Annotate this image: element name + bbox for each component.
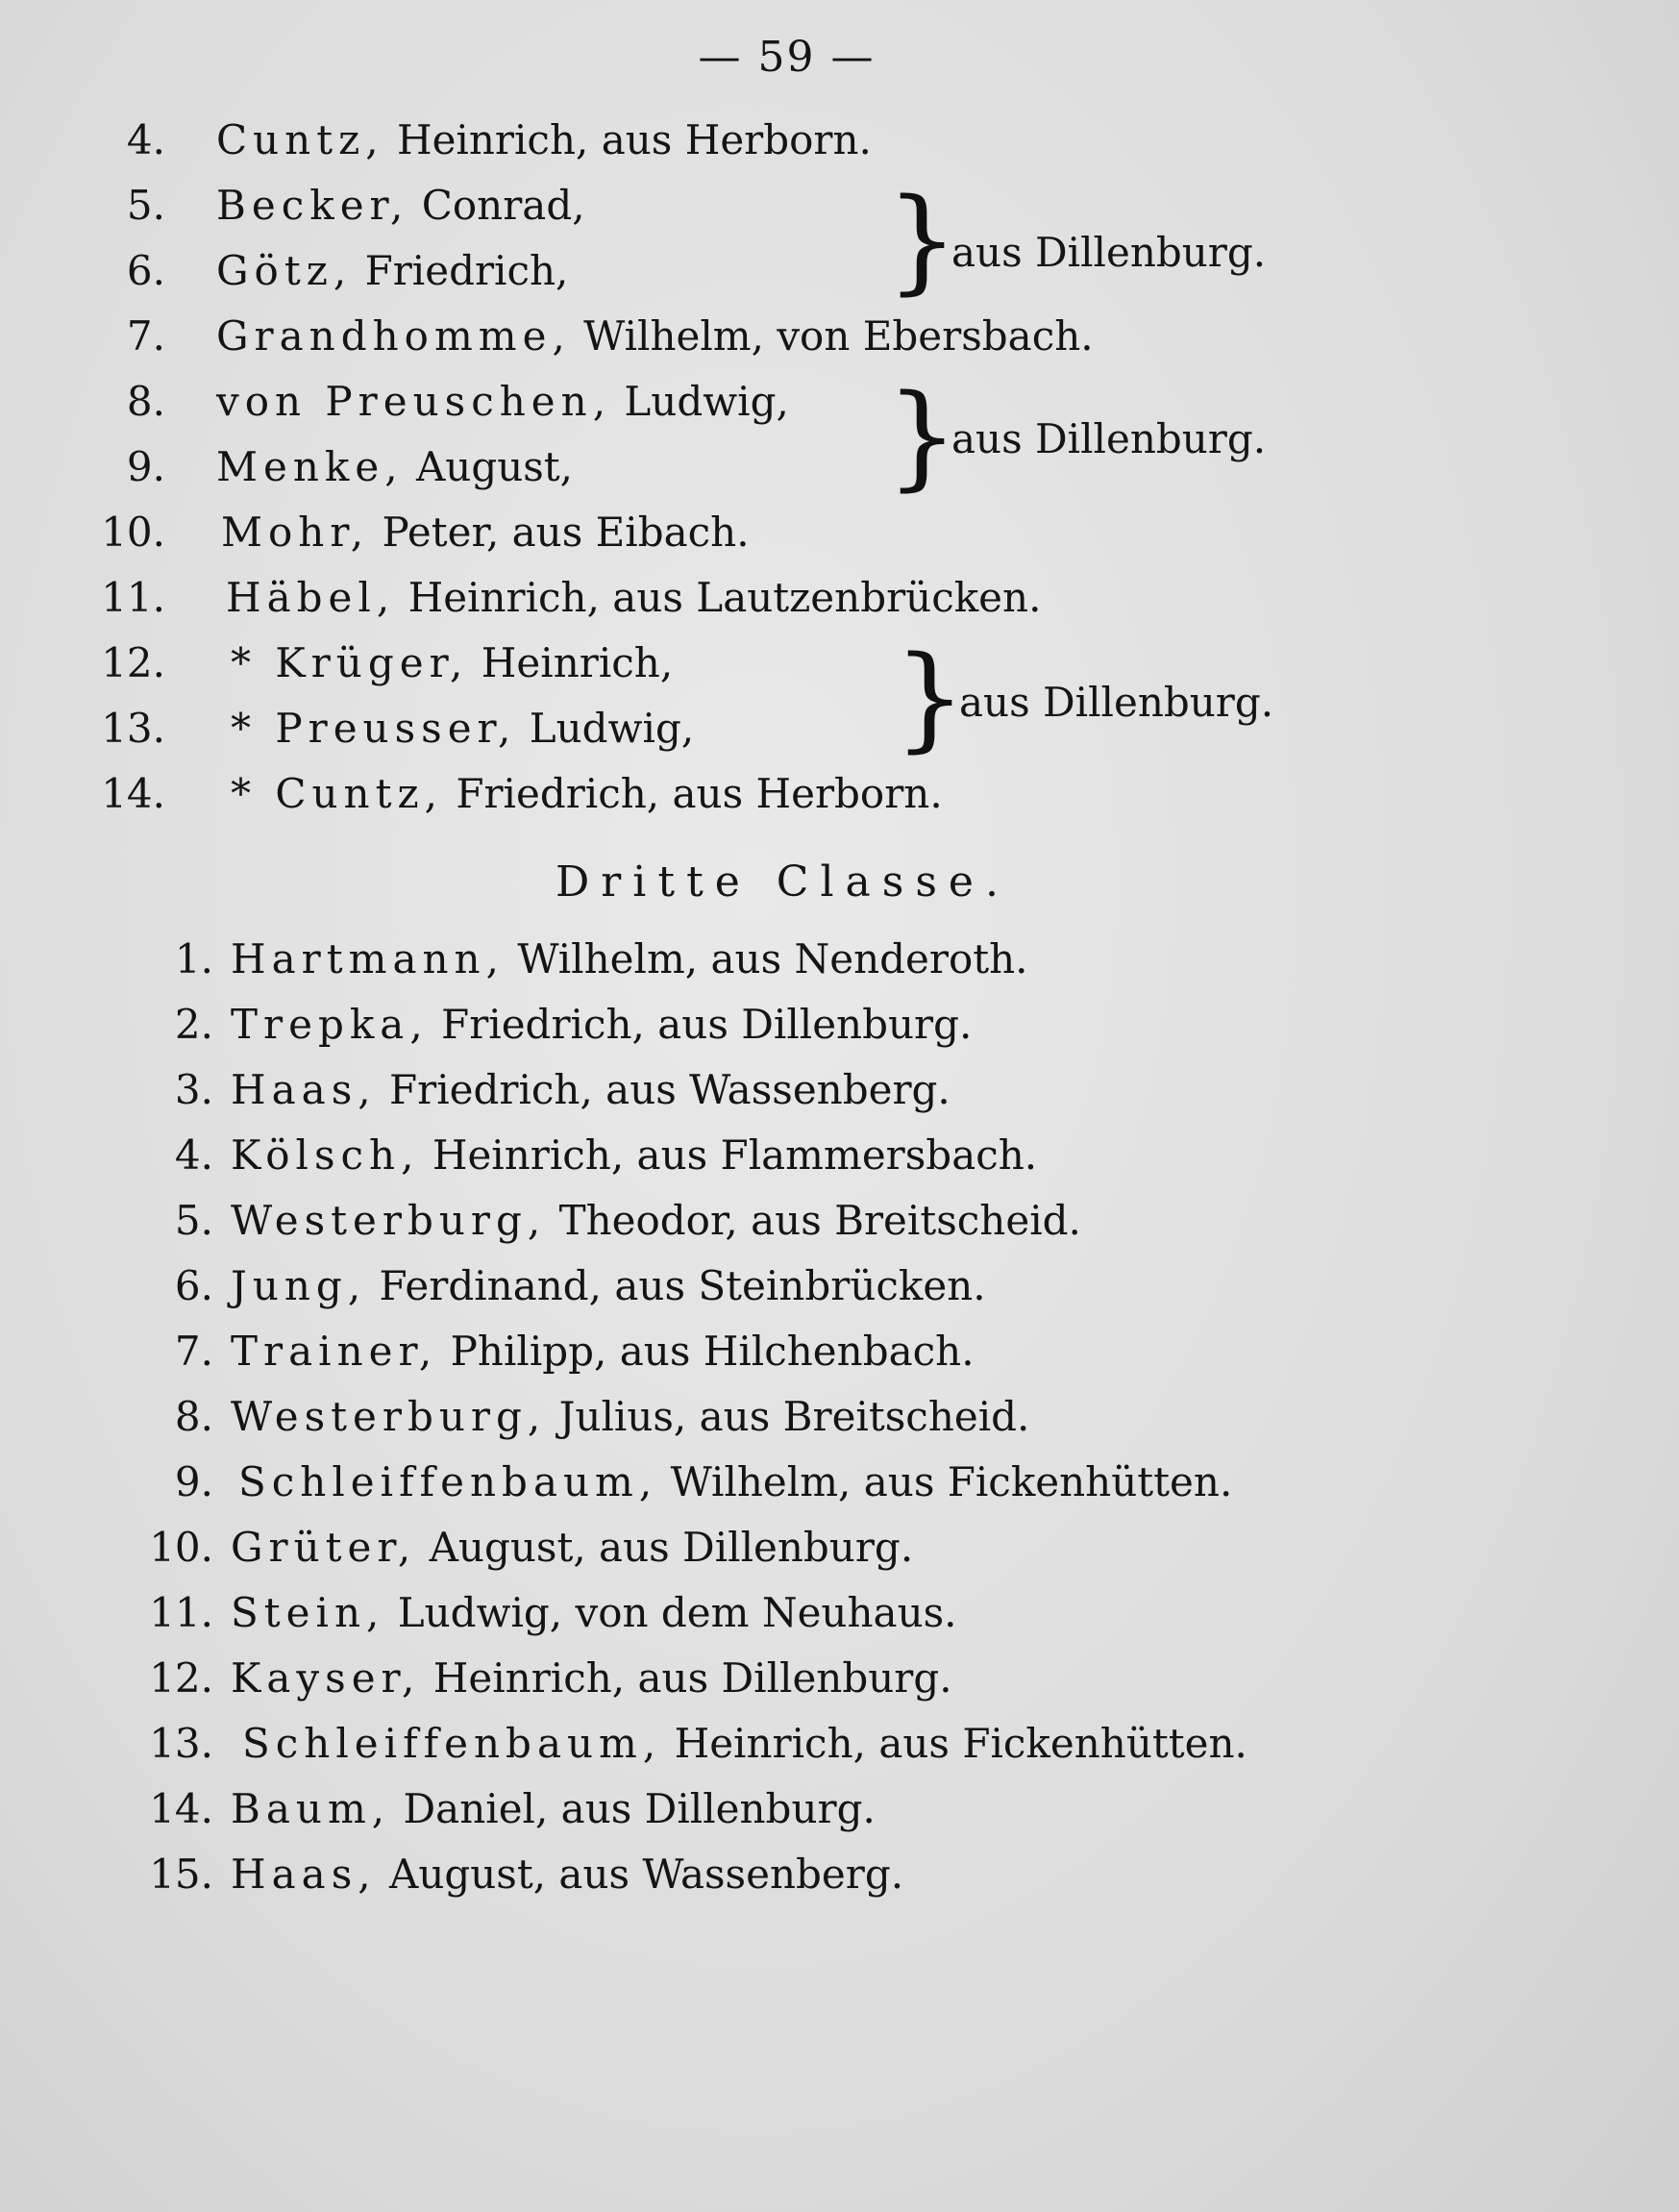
brace-label: aus Dillenburg. — [951, 415, 1267, 462]
entry-surname: Becker, — [216, 182, 409, 229]
page-header — [0, 33, 1679, 82]
brace-label: aus Dillenburg. — [959, 679, 1274, 726]
entry-details: Daniel, aus Dillenburg. — [403, 1785, 876, 1832]
entry-surname: * Cuntz, — [231, 770, 443, 817]
entry-number: 10. — [149, 1524, 213, 1571]
brace-label: aus Dillenburg. — [951, 229, 1267, 276]
entry-details: Ferdinand, aus Steinbrücken. — [379, 1262, 986, 1309]
entry-number: 14. — [101, 770, 165, 817]
entry-number: 11. — [149, 1589, 213, 1636]
entry-surname: Kayser, — [231, 1654, 421, 1702]
entry-details: Philipp, aus Hilchenbach. — [450, 1328, 975, 1375]
entry-number: 11. — [101, 574, 165, 621]
entry-surname: Trepka, — [231, 1001, 429, 1048]
entry-details: Heinrich, aus Lautzenbrücken. — [407, 574, 1042, 621]
entry-surname: Haas, — [231, 1066, 377, 1113]
brace-icon: } — [886, 173, 959, 306]
entry-surname: Kölsch, — [231, 1131, 420, 1179]
entry-surname: Haas, — [231, 1851, 377, 1898]
entry-surname: Grüter, — [231, 1524, 417, 1571]
entry-surname: Häbel, — [226, 574, 396, 621]
page-number: — 59 — — [698, 33, 876, 82]
entry-details: August, — [415, 443, 574, 490]
entry-details: August, aus Dillenburg. — [429, 1524, 914, 1571]
entry-details: Heinrich, — [481, 639, 674, 686]
entry-number: 9. — [126, 443, 165, 490]
entry-number: 5. — [174, 1197, 213, 1244]
entry-surname: Baum, — [231, 1785, 391, 1832]
entry-number: 7. — [126, 312, 165, 360]
entry-details: Friedrich, aus Herborn. — [456, 770, 943, 817]
entry-number: 4. — [174, 1131, 213, 1179]
entry-surname: Hartmann, — [231, 935, 505, 982]
entry-number: 12. — [149, 1654, 213, 1702]
entry-number: 9. — [174, 1458, 213, 1505]
entry-details: Heinrich, aus Herborn. — [396, 116, 872, 163]
entry-details: Ludwig, — [529, 705, 695, 752]
entry-details: Ludwig, — [624, 378, 789, 425]
entry-surname: Trainer, — [231, 1328, 438, 1375]
entry-details: Theodor, aus Breitscheid. — [558, 1197, 1081, 1244]
entry-surname: Schleiffenbaum, — [242, 1720, 662, 1767]
entry-surname: Cuntz, — [216, 116, 384, 163]
entry-details: Heinrich, aus Fickenhütten. — [674, 1720, 1247, 1767]
entry-number: 8. — [126, 378, 165, 425]
entry-details: Friedrich, aus Wassenberg. — [388, 1066, 951, 1113]
entry-number: 5. — [126, 182, 165, 229]
entry-surname: Stein, — [231, 1589, 385, 1636]
entry-number: 1. — [174, 935, 213, 982]
entry-details: Ludwig, von dem Neuhaus. — [397, 1589, 957, 1636]
entry-details: Friedrich, aus Dillenburg. — [441, 1001, 973, 1048]
entry-number: 15. — [149, 1851, 213, 1898]
entry-number: 14. — [149, 1785, 213, 1832]
entry-surname: * Krüger, — [231, 639, 469, 686]
entry-details: Wilhelm, von Ebersbach. — [583, 312, 1094, 360]
entry-surname: Westerburg, — [231, 1393, 547, 1440]
entry-details: Peter, aus Eibach. — [382, 509, 750, 556]
brace-icon: } — [894, 631, 967, 763]
entry-surname: Götz, — [216, 247, 353, 294]
entry-surname: Schleiffenbaum, — [238, 1458, 658, 1505]
entry-details: August, aus Wassenberg. — [388, 1851, 904, 1898]
brace-icon: } — [886, 369, 959, 502]
entry-number: 3. — [174, 1066, 213, 1113]
entry-number: 6. — [126, 247, 165, 294]
entry-details: Heinrich, aus Flammersbach. — [432, 1131, 1038, 1179]
entry-surname: Mohr, — [221, 509, 370, 556]
entry-surname: Westerburg, — [231, 1197, 547, 1244]
entry-number: 12. — [101, 639, 165, 686]
entry-details: Julius, aus Breitscheid. — [558, 1393, 1030, 1440]
entry-surname: Jung, — [231, 1262, 367, 1309]
entry-number: 13. — [149, 1720, 213, 1767]
entry-details: Heinrich, aus Dillenburg. — [432, 1654, 952, 1702]
entry-number: 10. — [101, 509, 165, 556]
entry-number: 4. — [126, 116, 165, 163]
section-title: Dritte Classe. — [556, 857, 1010, 907]
entry-number: 7. — [174, 1328, 213, 1375]
entry-number: 13. — [101, 705, 165, 752]
entry-surname: Menke, — [216, 443, 404, 490]
entry-number: 8. — [174, 1393, 213, 1440]
entry-details: Friedrich, — [364, 247, 569, 294]
entry-details: Wilhelm, aus Fickenhütten. — [670, 1458, 1233, 1505]
entry-surname: * Preusser, — [231, 705, 517, 752]
entry-details: Wilhelm, aus Nenderoth. — [517, 935, 1028, 982]
entry-surname: Grandhomme, — [216, 312, 571, 360]
entry-number: 2. — [174, 1001, 213, 1048]
entry-details: Conrad, — [421, 182, 585, 229]
entry-number: 6. — [174, 1262, 213, 1309]
entry-surname: von Preuschen, — [216, 378, 612, 425]
